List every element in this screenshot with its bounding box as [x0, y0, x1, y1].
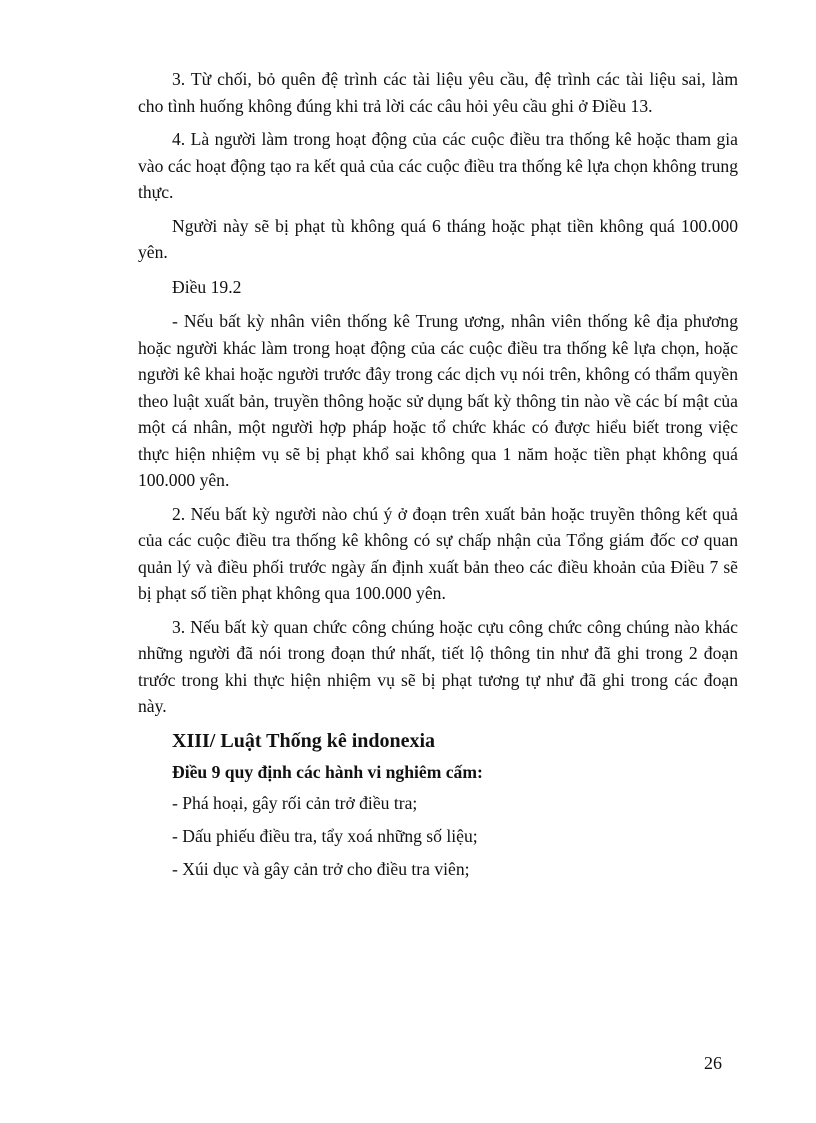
list-item: - Dấu phiếu điều tra, tẩy xoá những số liệu;: [172, 825, 478, 846]
paragraph-publication: 2. Nếu bất kỳ người nào chú ý ở đoạn trên xuất bản hoặc truyền thông kết quả của các cuộc điều tra thống kê không có sự chấp nhận của Tổng giám đốc cơ quan quản lý và điều phối trước ngày ấn định xuất bản theo các điều khoản của Điều 7 sẽ bị phạt số tiền phạt không qua 100.000 yên.: [138, 503, 738, 603]
section-title: XIII/ Luật Thống kê indonexia: [172, 729, 436, 752]
paragraph-dishonest: 4. Là người làm trong hoạt động của các cuộc điều tra thống kê hoặc tham gia vào các hoạt động tạo ra kết quả của các cuộc điều tra thống kê lựa chọn không trung thực.: [138, 129, 738, 202]
paragraph-refusal: 3. Từ chối, bỏ quên đệ trình các tài liệu yêu cầu, đệ trình các tài liệu sai, làm cho tình huống không đúng khi trả lời các câu hỏi yêu cầu ghi ở Điều 13.: [138, 69, 738, 116]
article-19-2-heading: Điều 19.2: [172, 276, 242, 297]
document-page: [138, 66, 738, 890]
paragraph-officials: 3. Nếu bất kỳ quan chức công chúng hoặc cựu công chức công chúng nào khác những người đã nói trong đoạn thứ nhất, tiết lộ thông tin như đã ghi trong 2 đoạn trước trong khi thực hiện nhiệm vụ sẽ bị phạt tương tự như đã ghi trong các đoạn này.: [138, 616, 738, 716]
paragraph-penalty: Người này sẽ bị phạt tù không quá 6 tháng hoặc phạt tiền không quá 100.000 yên.: [138, 215, 738, 262]
list-item: - Phá hoại, gây rối cản trở điều tra;: [172, 792, 418, 813]
page-number: 26: [704, 1053, 722, 1073]
paragraph-secrets: - Nếu bất kỳ nhân viên thống kê Trung ương, nhân viên thống kê địa phương hoặc người khác làm trong hoạt động của các cuộc điều tra thống kê lựa chọn, hoặc người kê khai hoặc người trước đây trong các dịch vụ nói trên, không có thẩm quyền theo luật xuất bản, truyền thông hoặc sử dụng bất kỳ thông tin nào về các bí mật của một cá nhân, một người hợp pháp hoặc tổ chức khác có được hiểu biết trong việc thực hiện nhiệm vụ sẽ bị phạt khổ sai không qua 1 năm hoặc tiền phạt không quá 100.000 yên.: [138, 311, 738, 490]
article-9-heading: Điều 9 quy định các hành vi nghiêm cấm:: [172, 761, 483, 782]
list-item: - Xúi dục và gây cản trở cho điều tra viên;: [172, 858, 470, 879]
